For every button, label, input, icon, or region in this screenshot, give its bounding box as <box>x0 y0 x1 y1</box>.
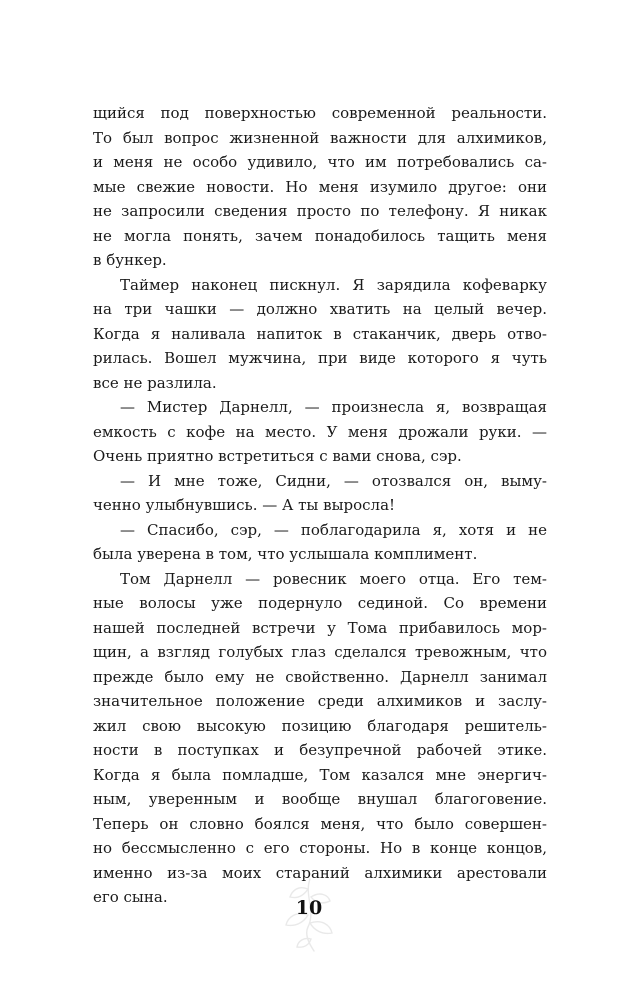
text-line: Очень приятно встретиться с вами снова, сэр. <box>93 447 462 465</box>
text-line: ности в поступках и безупречной рабочей этике. <box>93 741 547 759</box>
page-footer <box>0 875 618 955</box>
text-line: не запросили сведения просто по телефону. Я никак <box>93 202 547 220</box>
text-line: — Спасибо, сэр, — поблагодарила я, хотя и не <box>120 520 547 539</box>
text-line: — И мне тоже, Сидни, — отозвался он, выму- <box>120 471 547 490</box>
text-line: не могла понять, зачем понадобилось тащить меня <box>93 226 547 245</box>
text-line: щин, а взгляд голубых глаз сделался тревожным, что <box>93 643 547 661</box>
text-line: ным, уверенным и вообще внушал благоговение. <box>93 790 547 808</box>
text-line: Когда я наливала напиток в стаканчик, дверь отво- <box>93 324 547 343</box>
text-line: рилась. Вошел мужчина, при виде которого я чуть <box>93 349 547 367</box>
page-number: 10 <box>295 897 323 919</box>
text-line: — Мистер Дарнелл, — произнесла я, возвращая <box>120 398 547 416</box>
body-text <box>93 101 547 910</box>
text-line: значительное положение среди алхимиков и заслу- <box>93 692 547 710</box>
text-line: емкость с кофе на место. У меня дрожали руки. — <box>93 422 547 441</box>
text-line: ченно улыбнувшись. — А ты выросла! <box>93 496 396 514</box>
text-line: его сына. <box>93 888 168 906</box>
text-line: мые свежие новости. Но меня изумило другое: они <box>93 177 547 196</box>
text-line: Теперь он словно боялся меня, что было совершен- <box>93 814 547 833</box>
text-line: Когда я была помладше, Том казался мне энергич- <box>93 765 547 784</box>
text-line: и меня не особо удивило, что им потребовались са- <box>93 153 547 171</box>
text-line: То был вопрос жизненной важности для алхимиков, <box>93 128 547 147</box>
text-line: жил свою высокую позицию благодаря решитель- <box>93 716 547 735</box>
text-line: нашей последней встречи у Тома прибавилось мор- <box>93 618 547 637</box>
text-line: была уверена в том, что услышала комплимент. <box>93 545 478 563</box>
text-line: на три чашки — должно хватить на целый вечер. <box>93 300 547 318</box>
text-line: в бункер. <box>93 251 167 269</box>
text-line: все не разлила. <box>93 373 217 392</box>
text-line: прежде было ему не свойственно. Дарнелл занимал <box>93 667 547 686</box>
text-line: Том Дарнелл — ровесник моего отца. Его тем- <box>120 569 547 588</box>
text-line: Таймер наконец пискнул. Я зарядила кофеварку <box>120 275 547 294</box>
text-line: именно из-за моих стараний алхимики арестовали <box>93 863 547 882</box>
text-line: щийся под поверхностью современной реальности. <box>93 104 547 122</box>
text-line: но бессмысленно с его стороны. Но в конце концов, <box>93 839 547 857</box>
text-line: ные волосы уже подернуло сединой. Со времени <box>93 594 547 612</box>
